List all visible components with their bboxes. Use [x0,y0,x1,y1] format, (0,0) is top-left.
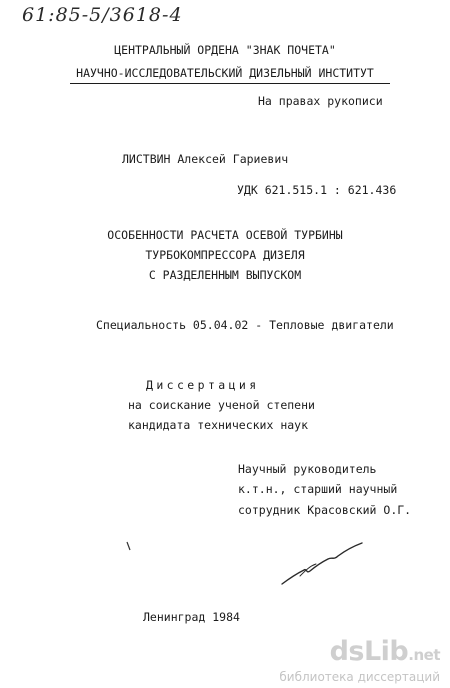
handwritten-signature [276,540,366,590]
pen-mark [124,540,136,554]
header-rule [70,83,390,84]
specialty-line: Специальность 05.04.02 - Тепловые двигатели [96,318,394,332]
watermark-logo-main: dsLib [329,636,409,667]
thesis-title-line-3: С РАЗДЕЛЕННЫМ ВЫПУСКОМ [148,268,302,282]
watermark-logo [330,636,440,667]
organization-line-1: ЦЕНТРАЛЬНЫЙ ОРДЕНА "ЗНАК ПОЧЕТА" [114,43,336,57]
rights-note: На правах рукописи [258,94,383,108]
advisor-line-2: к.т.н., старший научный [238,482,398,496]
watermark-subtitle: библиотека диссертаций [279,670,440,684]
advisor-line-1: Научный руководитель [238,462,377,476]
author-name: ЛИСТВИН Алексей Гариевич [122,152,289,166]
udc-code: УДК 621.515.1 : 621.436 [237,183,397,197]
thesis-heading: Диссертация [146,378,260,392]
advisor-line-3: сотрудник Красовский О.Г. [238,503,412,517]
degree-line-1: на соискание ученой степени [128,398,315,412]
organization-line-2: НАУЧНО-ИССЛЕДОВАТЕЛЬСКИЙ ДИЗЕЛЬНЫЙ ИНСТИТУТ [76,66,374,80]
thesis-title-line-2: ТУРБОКОМПРЕССОРА ДИЗЕЛЯ [145,248,305,262]
watermark [270,636,448,686]
city-year: Ленинград 1984 [143,610,240,624]
thesis-title-line-1: ОСОБЕННОСТИ РАСЧЕТА ОСЕВОЙ ТУРБИНЫ [107,228,343,242]
watermark-logo-suffix: .net [408,646,440,664]
degree-line-2: кандидата технических наук [128,418,309,432]
archive-stamp-number: 61:85-5/3618-4 [22,4,183,26]
